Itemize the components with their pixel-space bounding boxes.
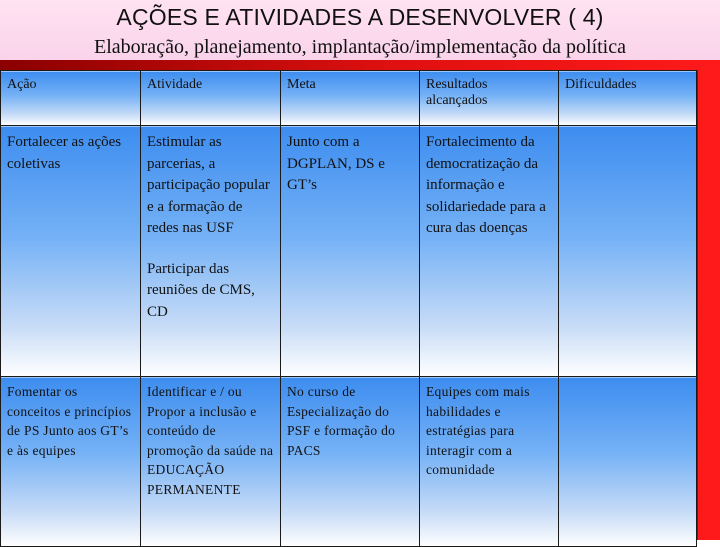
table-header-row — [1, 71, 697, 126]
cell-acao: Fortalecer as ações coletivas — [1, 126, 141, 377]
actions-table-container — [0, 70, 698, 540]
slide-title: AÇÕES E ATIVIDADES A DESENVOLVER ( 4) — [116, 4, 604, 30]
actions-table — [0, 70, 697, 547]
slide-subtitle: Elaboração, planejamento, implantação/implementação da política — [94, 36, 626, 58]
header-atividade: Atividade — [141, 71, 281, 126]
header-dificuldades: Dificuldades — [559, 71, 697, 126]
header-meta: Meta — [281, 71, 420, 126]
cell-resultados: Equipes com mais habilidades e estratégias para interagir com a comunidade — [420, 377, 559, 547]
cell-acao: Fomentar os conceitos e princípios de PS Junto aos GT’s e às equipes — [1, 377, 141, 547]
table-row — [1, 377, 697, 547]
cell-resultados: Fortalecimento da democratização da informação e solidariedade para a cura das doenças — [420, 126, 559, 377]
cell-atividade-item: Identificar e / ou Propor a inclusão e conteúdo de promoção da saúde na EDUCAÇÃO PERMANENTE — [147, 384, 274, 497]
cell-atividade — [141, 377, 281, 547]
header-resultados: Resultados alcançados — [420, 71, 559, 126]
cell-atividade-item: Estimular as parcerias, a participação popular e a formação de redes nas USF — [147, 134, 270, 236]
cell-atividade-item: Participar das reuniões de CMS, CD — [147, 260, 255, 320]
cell-dificuldades — [559, 377, 697, 547]
table-row — [1, 126, 697, 377]
slide-header — [0, 0, 720, 64]
cell-meta: Junto com a DGPLAN, DS e GT’s — [281, 126, 420, 377]
cell-meta: No curso de Especialização do PSF e formação do PACS — [281, 377, 420, 547]
header-acao: Ação — [1, 71, 141, 126]
cell-atividade — [141, 126, 281, 377]
cell-dificuldades — [559, 126, 697, 377]
